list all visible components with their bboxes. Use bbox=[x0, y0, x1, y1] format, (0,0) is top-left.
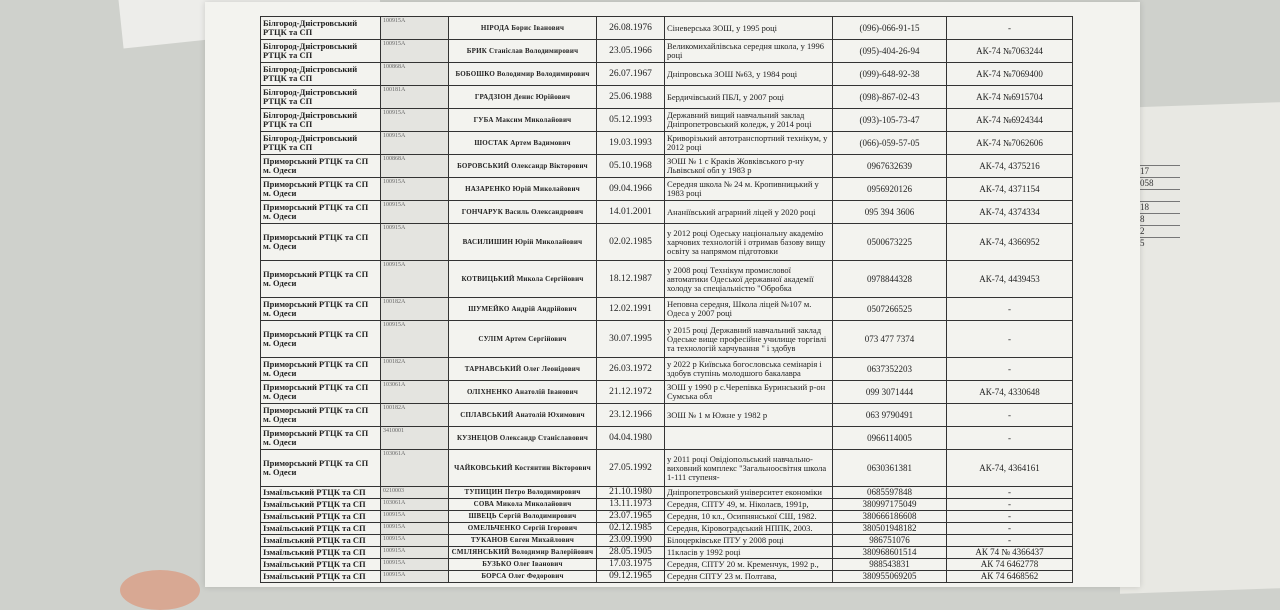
personnel-table bbox=[260, 16, 1073, 583]
unit-code-cell: 100915А bbox=[381, 523, 449, 535]
phone-cell: 073 477 7374 bbox=[833, 321, 947, 358]
phone-cell: 380501948182 bbox=[833, 523, 947, 535]
region-cell: Приморський РТЦК та СП м. Одеси bbox=[261, 404, 381, 427]
name-cell: ШУМЕЙКО Андрій Андрійович bbox=[449, 298, 597, 321]
birth-date-cell: 23.12.1966 bbox=[597, 404, 665, 427]
phone-cell: 0956920126 bbox=[833, 178, 947, 201]
name-cell: ЧАЙКОВСЬКИЙ Костянтин Вікторович bbox=[449, 450, 597, 487]
table-row bbox=[261, 63, 1073, 86]
unit-code-cell: 100915А bbox=[381, 40, 449, 63]
document-cell: - bbox=[947, 427, 1073, 450]
unit-code-cell: 100868А bbox=[381, 63, 449, 86]
name-cell: ШОСТАК Артем Вадимович bbox=[449, 132, 597, 155]
region-cell: Ізмаїльський РТЦК та СП bbox=[261, 511, 381, 523]
name-cell: ГОНЧАРУК Василь Олександрович bbox=[449, 201, 597, 224]
table-row bbox=[261, 109, 1073, 132]
education-cell: Криворізький автотранспортний технікум, у 2012 році bbox=[665, 132, 833, 155]
region-cell: Приморський РТЦК та СП м. Одеси bbox=[261, 298, 381, 321]
unit-code-cell: 100182А bbox=[381, 358, 449, 381]
unit-code-cell: 100915А bbox=[381, 535, 449, 547]
name-cell: БОБОШКО Володимир Володимирович bbox=[449, 63, 597, 86]
document-cell: - bbox=[947, 499, 1073, 511]
name-cell: БРИК Станіслав Володимирович bbox=[449, 40, 597, 63]
name-cell: ТУКАНОВ Євген Михайлович bbox=[449, 535, 597, 547]
name-cell: ОМЕЛЬЧЕНКО Сергій Ігорович bbox=[449, 523, 597, 535]
phone-cell: (096)-066-91-15 bbox=[833, 17, 947, 40]
region-cell: Приморський РТЦК та СП м. Одеси bbox=[261, 427, 381, 450]
background-table-fragment bbox=[1138, 165, 1180, 249]
name-cell: ГРАДЗІОН Денис Юрійович bbox=[449, 86, 597, 109]
document-cell: АК-74, 4366952 bbox=[947, 224, 1073, 261]
name-cell: ТАРНАВСЬКИЙ Олег Леонідович bbox=[449, 358, 597, 381]
birth-date-cell: 23.09.1990 bbox=[597, 535, 665, 547]
birth-date-cell: 05.12.1993 bbox=[597, 109, 665, 132]
name-cell: КУЗНЕЦОВ Олександр Станіславович bbox=[449, 427, 597, 450]
phone-cell: 0685597848 bbox=[833, 487, 947, 499]
education-cell: Білоцерківське ПТУ у 2008 році bbox=[665, 535, 833, 547]
birth-date-cell: 09.04.1966 bbox=[597, 178, 665, 201]
region-cell: Приморський РТЦК та СП м. Одеси bbox=[261, 201, 381, 224]
birth-date-cell: 25.06.1988 bbox=[597, 86, 665, 109]
education-cell: Бердичівський ПБЛ, у 2007 році bbox=[665, 86, 833, 109]
region-cell: Ізмаїльський РТЦК та СП bbox=[261, 487, 381, 499]
unit-code-cell: 100915А bbox=[381, 109, 449, 132]
document-cell: - bbox=[947, 487, 1073, 499]
table-row bbox=[261, 40, 1073, 63]
document-cell: АК-74, 4371154 bbox=[947, 178, 1073, 201]
name-cell: ТУПИЦИН Петро Володимирович bbox=[449, 487, 597, 499]
table-row bbox=[261, 559, 1073, 571]
education-cell: у 2022 р Київська богословська семінарія і здобув ступінь молодшого бакалавра bbox=[665, 358, 833, 381]
phone-cell: (099)-648-92-38 bbox=[833, 63, 947, 86]
name-cell: ВАСИЛИШИН Юрій Миколайович bbox=[449, 224, 597, 261]
birth-date-cell: 28.05.1905 bbox=[597, 547, 665, 559]
birth-date-cell: 19.03.1993 bbox=[597, 132, 665, 155]
phone-cell: 0637352203 bbox=[833, 358, 947, 381]
education-cell: Державний вищий навчальний заклад Дніпропетровський коледж, у 2014 році bbox=[665, 109, 833, 132]
document-cell: АК-74 №7069400 bbox=[947, 63, 1073, 86]
birth-date-cell: 30.07.1995 bbox=[597, 321, 665, 358]
education-cell: Дніпровська ЗОШ №63, у 1984 році bbox=[665, 63, 833, 86]
unit-code-cell: 103061А bbox=[381, 499, 449, 511]
region-cell: Приморський РТЦК та СП м. Одеси bbox=[261, 178, 381, 201]
document-cell: АК-74 №6924344 bbox=[947, 109, 1073, 132]
table-row bbox=[261, 381, 1073, 404]
education-cell: Неповна середня, Школа ліцей №107 м. Одеса у 2007 році bbox=[665, 298, 833, 321]
background-table-cell: 8 bbox=[1138, 213, 1180, 225]
education-cell: Середня, СПТУ 20 м. Кременчук, 1992 р., bbox=[665, 559, 833, 571]
background-table-cell: 5 bbox=[1138, 237, 1180, 249]
unit-code-cell: 100182А bbox=[381, 404, 449, 427]
birth-date-cell: 05.10.1968 bbox=[597, 155, 665, 178]
name-cell: БОРСА Олег Федорович bbox=[449, 571, 597, 583]
birth-date-cell: 26.07.1967 bbox=[597, 63, 665, 86]
unit-code-cell: 100915А bbox=[381, 17, 449, 40]
unit-code-cell: 103061А bbox=[381, 450, 449, 487]
education-cell: у 2015 році Державний навчальний заклад Одеське вище професійне училище торгівлі та технологій харчування " і здобув bbox=[665, 321, 833, 358]
name-cell: ГУБА Максим Миколайович bbox=[449, 109, 597, 132]
education-cell: Сіневерська ЗОШ, у 1995 році bbox=[665, 17, 833, 40]
document-cell: - bbox=[947, 523, 1073, 535]
birth-date-cell: 04.04.1980 bbox=[597, 427, 665, 450]
unit-code-cell: 100915А bbox=[381, 224, 449, 261]
phone-cell: 380968601514 bbox=[833, 547, 947, 559]
education-cell: Середня, 10 кл., Осипнянської СШ, 1982. bbox=[665, 511, 833, 523]
region-cell: Білгород-Дністровський РТЦК та СП bbox=[261, 40, 381, 63]
document-cell: - bbox=[947, 511, 1073, 523]
document-cell: - bbox=[947, 535, 1073, 547]
name-cell: НАЗАРЕНКО Юрій Миколайович bbox=[449, 178, 597, 201]
document-cell: АК-74 №6915704 bbox=[947, 86, 1073, 109]
document-cell: АК-74 №7062606 bbox=[947, 132, 1073, 155]
table-row bbox=[261, 523, 1073, 535]
region-cell: Ізмаїльський РТЦК та СП bbox=[261, 523, 381, 535]
birth-date-cell: 21.12.1972 bbox=[597, 381, 665, 404]
birth-date-cell: 26.08.1976 bbox=[597, 17, 665, 40]
unit-code-cell: 100915А bbox=[381, 547, 449, 559]
table-row bbox=[261, 404, 1073, 427]
region-cell: Приморський РТЦК та СП м. Одеси bbox=[261, 321, 381, 358]
education-cell: Середня, СПТУ 49, м. Ніколаєв, 1991р, bbox=[665, 499, 833, 511]
name-cell: БОРОВСЬКИЙ Олександр Вікторович bbox=[449, 155, 597, 178]
region-cell: Приморський РТЦК та СП м. Одеси bbox=[261, 381, 381, 404]
education-cell: 11класів у 1992 році bbox=[665, 547, 833, 559]
birth-date-cell: 09.12.1965 bbox=[597, 571, 665, 583]
education-cell: Ананіївський аграрний ліцей у 2020 році bbox=[665, 201, 833, 224]
education-cell bbox=[665, 427, 833, 450]
unit-code-cell: 3410001 bbox=[381, 427, 449, 450]
name-cell: ОЛІХНЕНКО Анатолій Іванович bbox=[449, 381, 597, 404]
birth-date-cell: 17.03.1975 bbox=[597, 559, 665, 571]
finger bbox=[120, 570, 200, 610]
phone-cell: 0500673225 bbox=[833, 224, 947, 261]
region-cell: Ізмаїльський РТЦК та СП bbox=[261, 499, 381, 511]
region-cell: Білгород-Дністровський РТЦК та СП bbox=[261, 86, 381, 109]
education-cell: Дніпропетровський університет економіки bbox=[665, 487, 833, 499]
education-cell: ЗОШ № 1 с Краків Жовківського р-ну Львівської обл у 1983 р bbox=[665, 155, 833, 178]
document-cell: АК-74 №7063244 bbox=[947, 40, 1073, 63]
document-cell: - bbox=[947, 404, 1073, 427]
table-row bbox=[261, 535, 1073, 547]
region-cell: Приморський РТЦК та СП м. Одеси bbox=[261, 261, 381, 298]
table-row bbox=[261, 201, 1073, 224]
name-cell: СМІЛЯНСЬКИЙ Володимир Валерійович bbox=[449, 547, 597, 559]
region-cell: Ізмаїльський РТЦК та СП bbox=[261, 559, 381, 571]
background-table-cell: 058 bbox=[1138, 177, 1180, 189]
birth-date-cell: 02.12.1985 bbox=[597, 523, 665, 535]
table-row bbox=[261, 17, 1073, 40]
region-cell: Приморський РТЦК та СП м. Одеси bbox=[261, 358, 381, 381]
birth-date-cell: 02.02.1985 bbox=[597, 224, 665, 261]
birth-date-cell: 26.03.1972 bbox=[597, 358, 665, 381]
background-table-cell: 2 bbox=[1138, 225, 1180, 237]
education-cell: у 2012 році Одеську національну академію харчових технологій і отримав базову вищу освіту за напрямом підготовки bbox=[665, 224, 833, 261]
document-cell: АК-74, 4330648 bbox=[947, 381, 1073, 404]
phone-cell: 0507266525 bbox=[833, 298, 947, 321]
table-row bbox=[261, 155, 1073, 178]
region-cell: Білгород-Дністровський РТЦК та СП bbox=[261, 109, 381, 132]
birth-date-cell: 14.01.2001 bbox=[597, 201, 665, 224]
unit-code-cell: 100915А bbox=[381, 321, 449, 358]
birth-date-cell: 23.07.1965 bbox=[597, 511, 665, 523]
birth-date-cell: 23.05.1966 bbox=[597, 40, 665, 63]
birth-date-cell: 27.05.1992 bbox=[597, 450, 665, 487]
document-cell: АК-74, 4374334 bbox=[947, 201, 1073, 224]
table-row bbox=[261, 321, 1073, 358]
table-row bbox=[261, 132, 1073, 155]
phone-cell: 380666186608 bbox=[833, 511, 947, 523]
table-row bbox=[261, 487, 1073, 499]
education-cell: ЗОШ у 1990 р с.Черепівка Буринський р-он Сумська обл bbox=[665, 381, 833, 404]
phone-cell: 988543831 bbox=[833, 559, 947, 571]
education-cell: Великомихайлівська середня школа, у 1996 році bbox=[665, 40, 833, 63]
education-cell: ЗОШ № 1 м Южне у 1982 р bbox=[665, 404, 833, 427]
unit-code-cell: 0210003 bbox=[381, 487, 449, 499]
document-cell: АК 74 № 4366437 bbox=[947, 547, 1073, 559]
table-row bbox=[261, 224, 1073, 261]
table-row bbox=[261, 86, 1073, 109]
document-cell: АК-74, 4439453 bbox=[947, 261, 1073, 298]
name-cell: НІРОДА Борис Іванович bbox=[449, 17, 597, 40]
unit-code-cell: 100915А bbox=[381, 201, 449, 224]
region-cell: Приморський РТЦК та СП м. Одеси bbox=[261, 155, 381, 178]
phone-cell: 380997175049 bbox=[833, 499, 947, 511]
phone-cell: 063 9790491 bbox=[833, 404, 947, 427]
document-cell: - bbox=[947, 17, 1073, 40]
birth-date-cell: 18.12.1987 bbox=[597, 261, 665, 298]
phone-cell: 0966114005 bbox=[833, 427, 947, 450]
table-row bbox=[261, 298, 1073, 321]
education-cell: у 2011 році Овідіопольський навчально-виховний комплекс "Загальноосвітня школа 1-111 ступеня- bbox=[665, 450, 833, 487]
region-cell: Ізмаїльський РТЦК та СП bbox=[261, 571, 381, 583]
name-cell: СОВА Микола Миколайович bbox=[449, 499, 597, 511]
table-row bbox=[261, 450, 1073, 487]
phone-cell: (093)-105-73-47 bbox=[833, 109, 947, 132]
table-row bbox=[261, 261, 1073, 298]
document-cell: АК-74, 4375216 bbox=[947, 155, 1073, 178]
name-cell: СУЛІМ Артем Сергійович bbox=[449, 321, 597, 358]
table-row bbox=[261, 571, 1073, 583]
unit-code-cell: 100181А bbox=[381, 86, 449, 109]
phone-cell: 380955069205 bbox=[833, 571, 947, 583]
name-cell: КОТВИЦЬКИЙ Микола Сергійович bbox=[449, 261, 597, 298]
unit-code-cell: 100868А bbox=[381, 155, 449, 178]
phone-cell: 0630361381 bbox=[833, 450, 947, 487]
table-row bbox=[261, 427, 1073, 450]
document-cell: - bbox=[947, 358, 1073, 381]
phone-cell: 095 394 3606 bbox=[833, 201, 947, 224]
region-cell: Ізмаїльський РТЦК та СП bbox=[261, 547, 381, 559]
background-table-cell: 18 bbox=[1138, 201, 1180, 213]
birth-date-cell: 12.02.1991 bbox=[597, 298, 665, 321]
table-row bbox=[261, 358, 1073, 381]
document-cell: АК 74 6462778 bbox=[947, 559, 1073, 571]
table-row bbox=[261, 499, 1073, 511]
document-cell: АК-74, 4364161 bbox=[947, 450, 1073, 487]
unit-code-cell: 100182А bbox=[381, 298, 449, 321]
unit-code-cell: 100915А bbox=[381, 559, 449, 571]
table-row bbox=[261, 178, 1073, 201]
phone-cell: (098)-867-02-43 bbox=[833, 86, 947, 109]
phone-cell: (066)-059-57-05 bbox=[833, 132, 947, 155]
region-cell: Білгород-Дністровський РТЦК та СП bbox=[261, 17, 381, 40]
region-cell: Ізмаїльський РТЦК та СП bbox=[261, 535, 381, 547]
document-cell: - bbox=[947, 298, 1073, 321]
unit-code-cell: 100915А bbox=[381, 571, 449, 583]
phone-cell: 986751076 bbox=[833, 535, 947, 547]
unit-code-cell: 100915А bbox=[381, 511, 449, 523]
education-cell: Середня школа № 24 м. Кропивницький у 1983 році bbox=[665, 178, 833, 201]
name-cell: СПЛАВСЬКИЙ Анатолій Юхимович bbox=[449, 404, 597, 427]
name-cell: БУЗЬКО Олег Іванович bbox=[449, 559, 597, 571]
unit-code-cell: 100915А bbox=[381, 132, 449, 155]
phone-cell: 0978844328 bbox=[833, 261, 947, 298]
region-cell: Білгород-Дністровський РТЦК та СП bbox=[261, 63, 381, 86]
table-row bbox=[261, 547, 1073, 559]
phone-cell: 0967632639 bbox=[833, 155, 947, 178]
education-cell: Середня СПТУ 23 м. Полтава, bbox=[665, 571, 833, 583]
region-cell: Приморський РТЦК та СП м. Одеси bbox=[261, 450, 381, 487]
unit-code-cell: 100915А bbox=[381, 261, 449, 298]
region-cell: Приморський РТЦК та СП м. Одеси bbox=[261, 224, 381, 261]
unit-code-cell: 103061А bbox=[381, 381, 449, 404]
document-cell: - bbox=[947, 321, 1073, 358]
birth-date-cell: 21.10.1980 bbox=[597, 487, 665, 499]
unit-code-cell: 100915А bbox=[381, 178, 449, 201]
document-cell: АК 74 6468562 bbox=[947, 571, 1073, 583]
education-cell: Середня, Кіровоградський НППК, 2003. bbox=[665, 523, 833, 535]
phone-cell: 099 3071444 bbox=[833, 381, 947, 404]
table-row bbox=[261, 511, 1073, 523]
background-table-cell: 17 bbox=[1138, 165, 1180, 177]
education-cell: у 2008 році Технікум промислової автоматики Одеської державної академії холоду за спеціальністю "Обробка bbox=[665, 261, 833, 298]
region-cell: Білгород-Дністровський РТЦК та СП bbox=[261, 132, 381, 155]
phone-cell: (095)-404-26-94 bbox=[833, 40, 947, 63]
birth-date-cell: 13.11.1973 bbox=[597, 499, 665, 511]
background-table-cell bbox=[1138, 189, 1180, 201]
name-cell: ШВЕЦЬ Сергій Володимирович bbox=[449, 511, 597, 523]
